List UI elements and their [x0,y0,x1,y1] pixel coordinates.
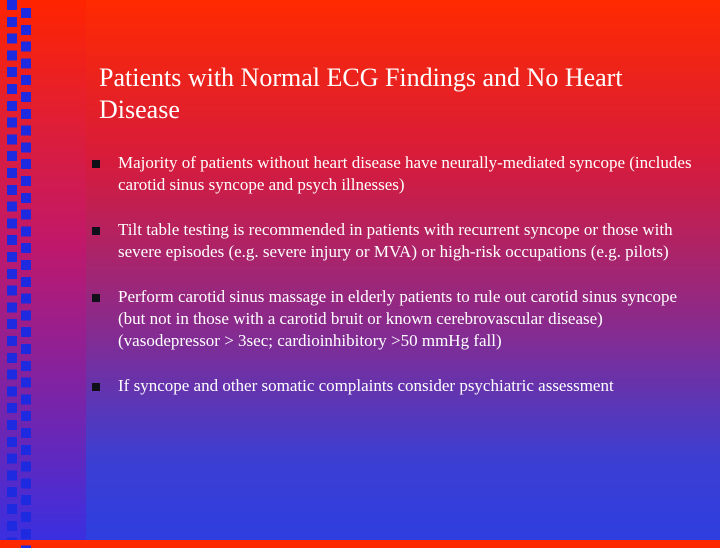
square-bullet-icon [92,160,100,168]
left-decorative-strip [0,0,86,540]
bullet-item [92,152,692,196]
decorative-square-column-left [7,0,17,540]
square-bullet-icon [92,227,100,235]
square-bullet-icon [92,294,100,302]
bullet-text: Majority of patients without heart disease have neurally-mediated syncope (includes carotid sinus syncope and psych illnesses) [118,153,692,194]
bullet-item [92,375,692,397]
bullet-text: Perform carotid sinus massage in elderly patients to rule out carotid sinus syncope (but not in those with a carotid bruit or known cerebrovascular disease) (vasodepressor > 3sec; cardioinhibitory >50 mmHg fall) [118,287,677,350]
decorative-square-column-right [21,8,31,548]
square-bullet-icon [92,383,100,391]
slide-title: Patients with Normal ECG Findings and No Heart Disease [99,63,623,124]
bullet-text: If syncope and other somatic complaints consider psychiatric assessment [118,376,614,395]
bullet-text: Tilt table testing is recommended in patients with recurrent syncope or those with severe episodes (e.g. severe injury or MVA) or high-risk occupations (e.g. pilots) [118,220,673,261]
bullet-item [92,286,692,352]
bullet-list [92,152,692,397]
bullet-item [92,219,692,263]
